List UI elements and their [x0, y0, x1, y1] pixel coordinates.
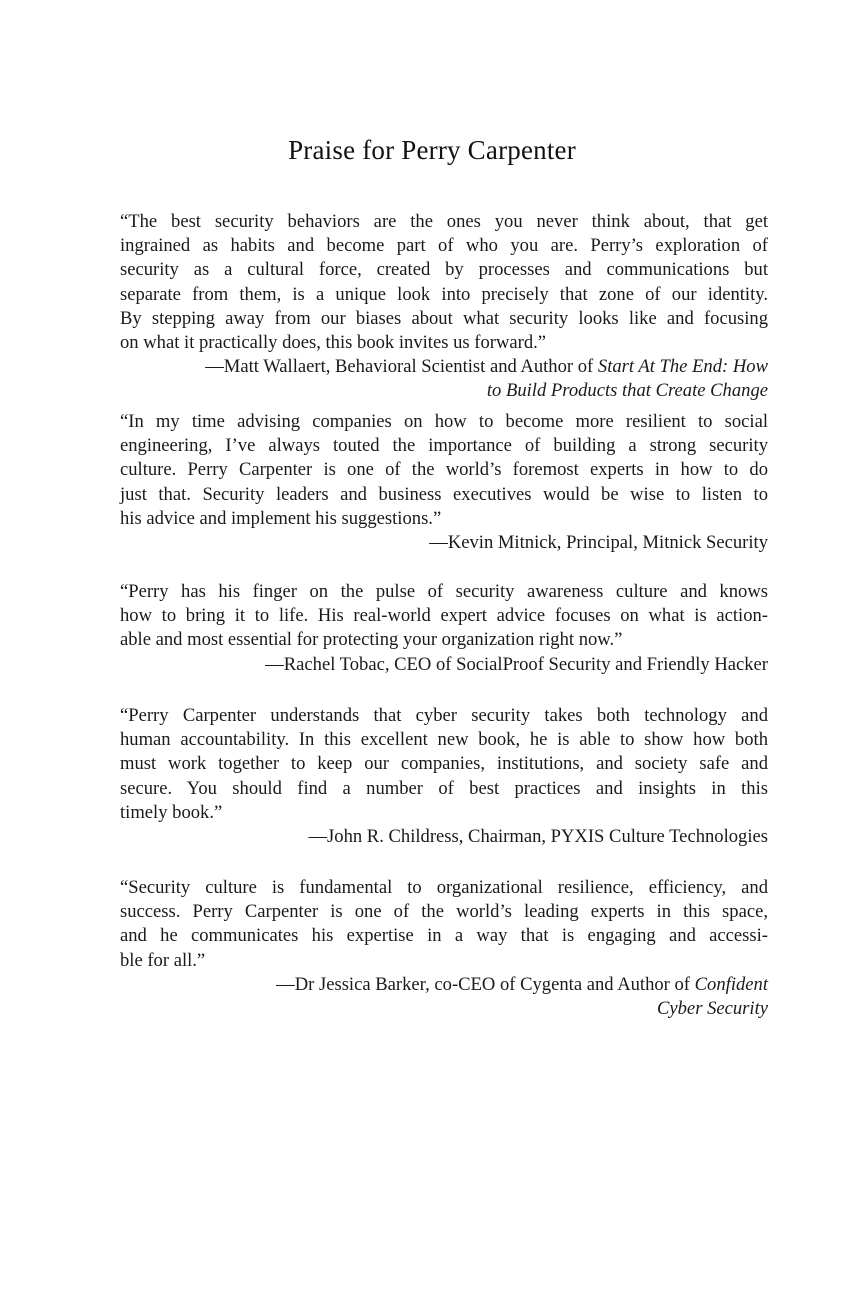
praise-quote-2 — [120, 410, 768, 555]
quote-line: “In my time advising companies on how to become more resilient to social — [120, 411, 768, 432]
quote-line: must work together to keep our companies, institutions, and society safe and — [120, 753, 768, 775]
attribution-text: —Kevin Mitnick, Principal, Mitnick Security — [429, 531, 768, 553]
quote-line: By stepping away from our biases about what security looks like and focusing — [120, 307, 768, 329]
quote-line: human accountability. In this excellent new book, he is able to show how both — [120, 729, 768, 751]
quote-line: security as a cultural force, created by processes and communications but — [120, 259, 768, 281]
attribution-text: —John R. Childress, Chairman, PYXIS Culture Technologies — [308, 825, 768, 847]
attribution-text: —Matt Wallaert, Behavioral Scientist and Author of — [205, 356, 598, 378]
praise-quote-5 — [120, 876, 768, 1021]
quote-line: ingrained as habits and become part of who you are. Perry’s exploration of — [120, 235, 768, 257]
attribution-text: —Dr Jessica Barker, co-CEO of Cygenta and Author of — [276, 973, 695, 995]
quote-line: “The best security behaviors are the ones you never think about, that get — [120, 211, 768, 232]
quote-line: just that. Security leaders and business executives would be wise to listen to — [120, 483, 768, 505]
quote-line: able and most essential for protecting your organization right now.” — [120, 629, 623, 651]
quote-attribution — [120, 531, 768, 555]
quote-attribution — [120, 973, 768, 997]
quote-attribution-cont — [120, 379, 768, 403]
book-title: Cyber Security — [656, 997, 768, 1019]
quote-line: secure. You should find a number of best practices and insights in this — [120, 777, 768, 799]
quote-line: success. Perry Carpenter is one of the world’s leading experts in this space, — [120, 901, 768, 923]
praise-quote-4 — [120, 704, 768, 849]
quote-line: “Perry has his finger on the pulse of security awareness culture and knows — [120, 581, 768, 602]
page-title: Praise for Perry Carpenter — [288, 135, 576, 165]
quote-line: “Perry Carpenter understands that cyber security takes both technology and — [120, 705, 768, 726]
quote-line: and he communicates his expertise in a way that is engaging and accessi- — [120, 925, 768, 947]
quote-line: his advice and implement his suggestions.” — [120, 507, 442, 529]
book-title: Start At The End: How — [597, 356, 768, 378]
attribution-text: —Rachel Tobac, CEO of SocialProof Security and Friendly Hacker — [265, 653, 768, 675]
book-title: Confident — [694, 973, 768, 995]
quote-line: timely book.” — [120, 801, 223, 823]
praise-quote-1 — [120, 210, 768, 404]
quote-line: on what it practically does, this book invites us forward.” — [120, 331, 547, 353]
quote-attribution — [120, 653, 768, 677]
quote-line: separate from them, is a unique look into precisely that zone of our identity. — [120, 283, 768, 305]
quote-attribution — [120, 355, 768, 379]
book-title: to Build Products that Create Change — [486, 380, 768, 402]
quote-attribution-cont — [120, 997, 768, 1021]
praise-quote-3 — [120, 580, 768, 677]
quote-line: engineering, I’ve always touted the importance of building a strong security — [120, 435, 768, 457]
quote-line: culture. Perry Carpenter is one of the world’s foremost experts in how to do — [120, 459, 768, 481]
quote-line: how to bring it to life. His real-world expert advice focuses on what is action- — [120, 605, 768, 627]
quote-line: ble for all.” — [120, 949, 206, 971]
quote-line: “Security culture is fundamental to organizational resilience, efficiency, and — [120, 877, 768, 898]
quote-attribution — [120, 825, 768, 849]
